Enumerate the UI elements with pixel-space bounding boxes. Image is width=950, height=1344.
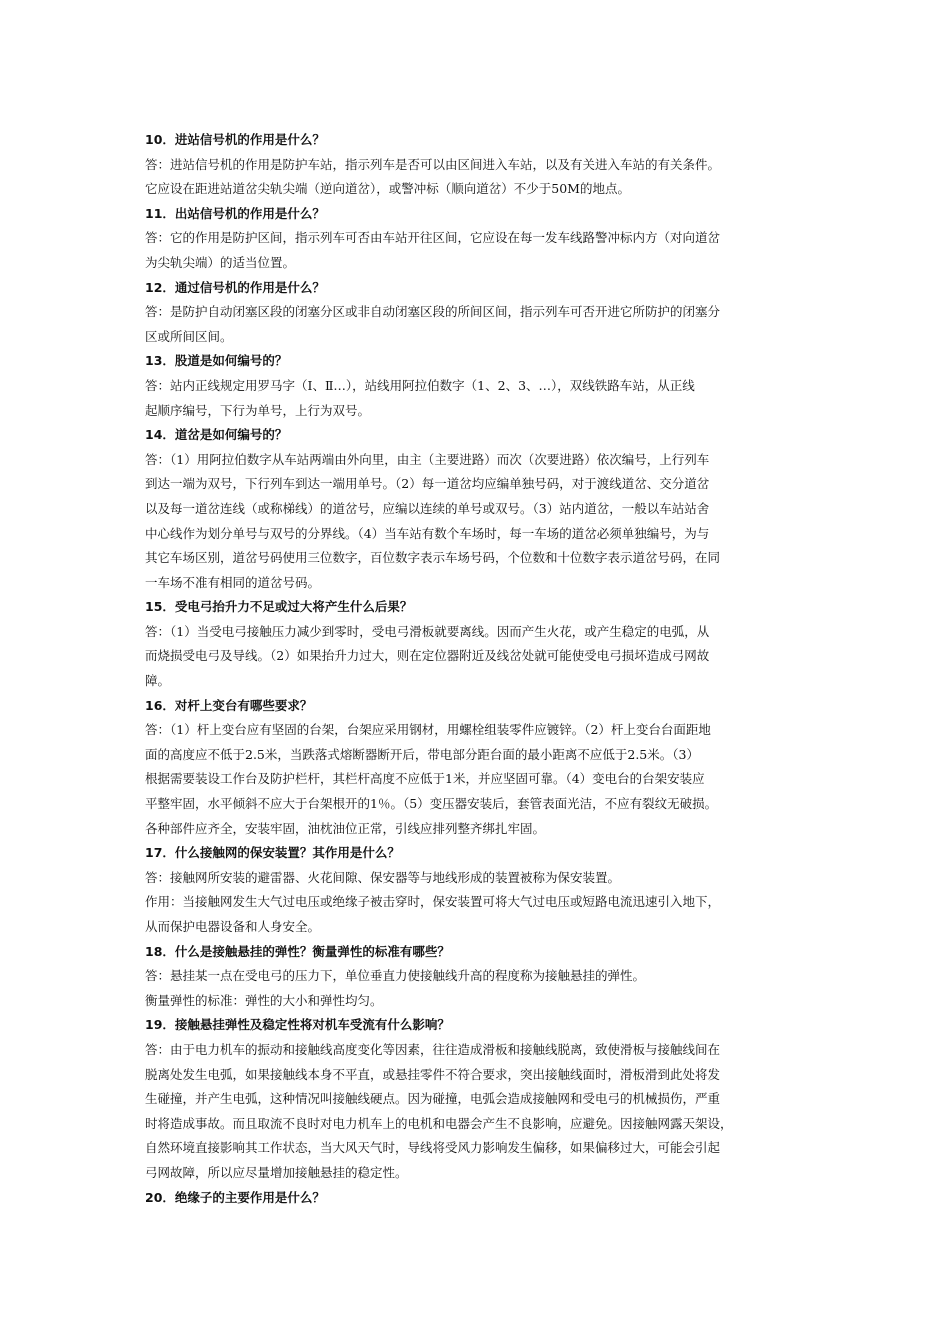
answer-line: 它应设在距进站道岔尖轨尖端（逆向道岔），或警冲标（顺向道岔）不少于50M的地点。 xyxy=(145,181,630,197)
answer-line: 以及每一道岔连线（或称梯线）的道岔号，应编以连续的单号或双号。（3）站内道岔，一般以车站站舍 xyxy=(145,500,710,516)
question-heading: 15．受电弓抬升力不足或过大将产生什么后果？ xyxy=(145,599,413,615)
question-heading: 13．股道是如何编号的？ xyxy=(145,353,288,369)
answer-line: 作用：当接触网发生大气过电压或绝缘子被击穿时，保安装置可将大气过电压或短路电流迅速引入地下， xyxy=(145,894,721,910)
answer-line: 答：（1）当受电弓接触压力减少到零时，受电弓滑板就要离线。因而产生火花，或产生稳定的电弧，从 xyxy=(145,623,710,639)
question-heading: 11．出站信号机的作用是什么？ xyxy=(145,205,325,221)
document-body xyxy=(145,128,815,1210)
answer-line: 其它车场区别，道岔号码使用三位数字，百位数字表示车场号码，个位数和十位数字表示道岔号码，在同 xyxy=(145,550,721,566)
answer-line: 中心线作为划分单号与双号的分界线。（4）当车站有数个车场时，每一车场的道岔必须单独编号，为与 xyxy=(145,525,710,541)
question-heading: 18．什么是接触悬挂的弹性？衡量弹性的标准有哪些？ xyxy=(145,943,450,959)
answer-line: 答：它的作用是防护区间，指示列车可否由车站开往区间，它应设在每一发车线路警冲标内方（对向道岔 xyxy=(145,230,721,246)
answer-line: 障。 xyxy=(145,673,171,689)
question-heading: 19．接触悬挂弹性及稳定性将对机车受流有什么影响？ xyxy=(145,1017,450,1033)
question-heading: 12．通过信号机的作用是什么？ xyxy=(145,279,325,295)
answer-line: 生碰撞，并产生电弧，这种情况叫接触线硬点。因为碰撞，电弧会造成接触网和受电弓的机械损伤，严重 xyxy=(145,1091,721,1107)
answer-line: 为尖轨尖端）的适当位置。 xyxy=(145,254,296,270)
answer-line: 一车场不准有相同的道岔号码。 xyxy=(145,574,321,590)
question-heading: 20．绝缘子的主要作用是什么？ xyxy=(145,1189,325,1205)
answer-line: 答：是防护自动闭塞区段的闭塞分区或非自动闭塞区段的所间区间，指示列车可否开进它所防护的闭塞分 xyxy=(145,304,721,320)
answer-line: 答：（1）用阿拉伯数字从车站两端由外向里，由主（主要进路）而次（次要进路）依次编号，上行列车 xyxy=(145,451,710,467)
answer-line: 面的高度应不低于2.5米，当跌落式熔断器断开后，带电部分距台面的最小距离不应低于2.5米。（3） xyxy=(145,746,699,762)
answer-line: 答：由于电力机车的振动和接触线高度变化等因素，往往造成滑板和接触线脱离，致使滑板与接触线间在 xyxy=(145,1041,721,1057)
answer-line: 平整牢固，水平倾斜不应大于台架根开的1％。（5）变压器安装后，套管表面光洁，不应有裂纹无破损。 xyxy=(145,796,718,812)
question-heading: 10．进站信号机的作用是什么？ xyxy=(145,132,325,147)
answer-line: 区或所间区间。 xyxy=(145,328,233,344)
answer-line: 从而保护电器设备和人身安全。 xyxy=(145,919,321,934)
answer-line: 答：进站信号机的作用是防护车站，指示列车是否可以由区间进入车站，以及有关进入车站的有关条件。 xyxy=(145,156,721,172)
answer-line: 弓网故障，所以应尽量增加接触悬挂的稳定性。 xyxy=(145,1164,408,1180)
answer-line: 到达一端为双号，下行列车到达一端用单号。（2）每一道岔均应编单独号码，对于渡线道岔、交分道岔 xyxy=(145,476,710,492)
answer-line: 答：（1）杆上变台应有坚固的台架，台架应采用钢材，用螺栓组装零件应镀锌。（2）杆上变台台面距地 xyxy=(145,722,711,738)
answer-line: 而烧损受电弓及导线。（2）如果抬升力过大，则在定位器附近及线岔处就可能使受电弓损坏造成弓网故 xyxy=(145,648,710,664)
answer-line: 衡量弹性的标准：弹性的大小和弹性均匀。 xyxy=(145,992,383,1008)
answer-line: 时将造成事故。而且取流不良时对电力机车上的电机和电器会产生不良影响，应避免。因接触网露天架设， xyxy=(145,1115,733,1131)
answer-line: 自然环境直接影响其工作状态，当大风天气时，导线将受风力影响发生偏移，如果偏移过大，可能会引起 xyxy=(145,1140,721,1156)
answer-line: 根据需要装设工作台及防护栏杆，其栏杆高度不应低于1米，并应坚固可靠。（4）变电台的台架安装应 xyxy=(145,771,705,787)
answer-line: 答：悬挂某一点在受电弓的压力下，单位垂直力使接触线升高的程度称为接触悬挂的弹性。 xyxy=(145,968,646,984)
question-heading: 16．对杆上变台有哪些要求？ xyxy=(145,697,313,713)
answer-line: 答：站内正线规定用罗马字（Ⅰ、Ⅱ…），站线用阿拉伯数字（1、2、3、…），双线铁路车站，从正线 xyxy=(145,377,695,393)
answer-line: 脱离处发生电弧，如果接触线本身不平直，或悬挂零件不符合要求，突出接触线面时，滑板滑到此处将发 xyxy=(145,1066,721,1082)
answer-line: 答：接触网所安装的避雷器、火花间隙、保安器等与地线形成的装置被称为保安装置。 xyxy=(145,869,621,885)
question-heading: 14．道岔是如何编号的？ xyxy=(145,427,288,443)
answer-line: 各种部件应齐全，安装牢固，油枕油位正常，引线应排列整齐绑扎牢固。 xyxy=(145,820,546,836)
question-heading: 17．什么接触网的保安装置？其作用是什么？ xyxy=(145,845,400,861)
answer-line: 起顺序编号，下行为单号，上行为双号。 xyxy=(145,402,371,418)
